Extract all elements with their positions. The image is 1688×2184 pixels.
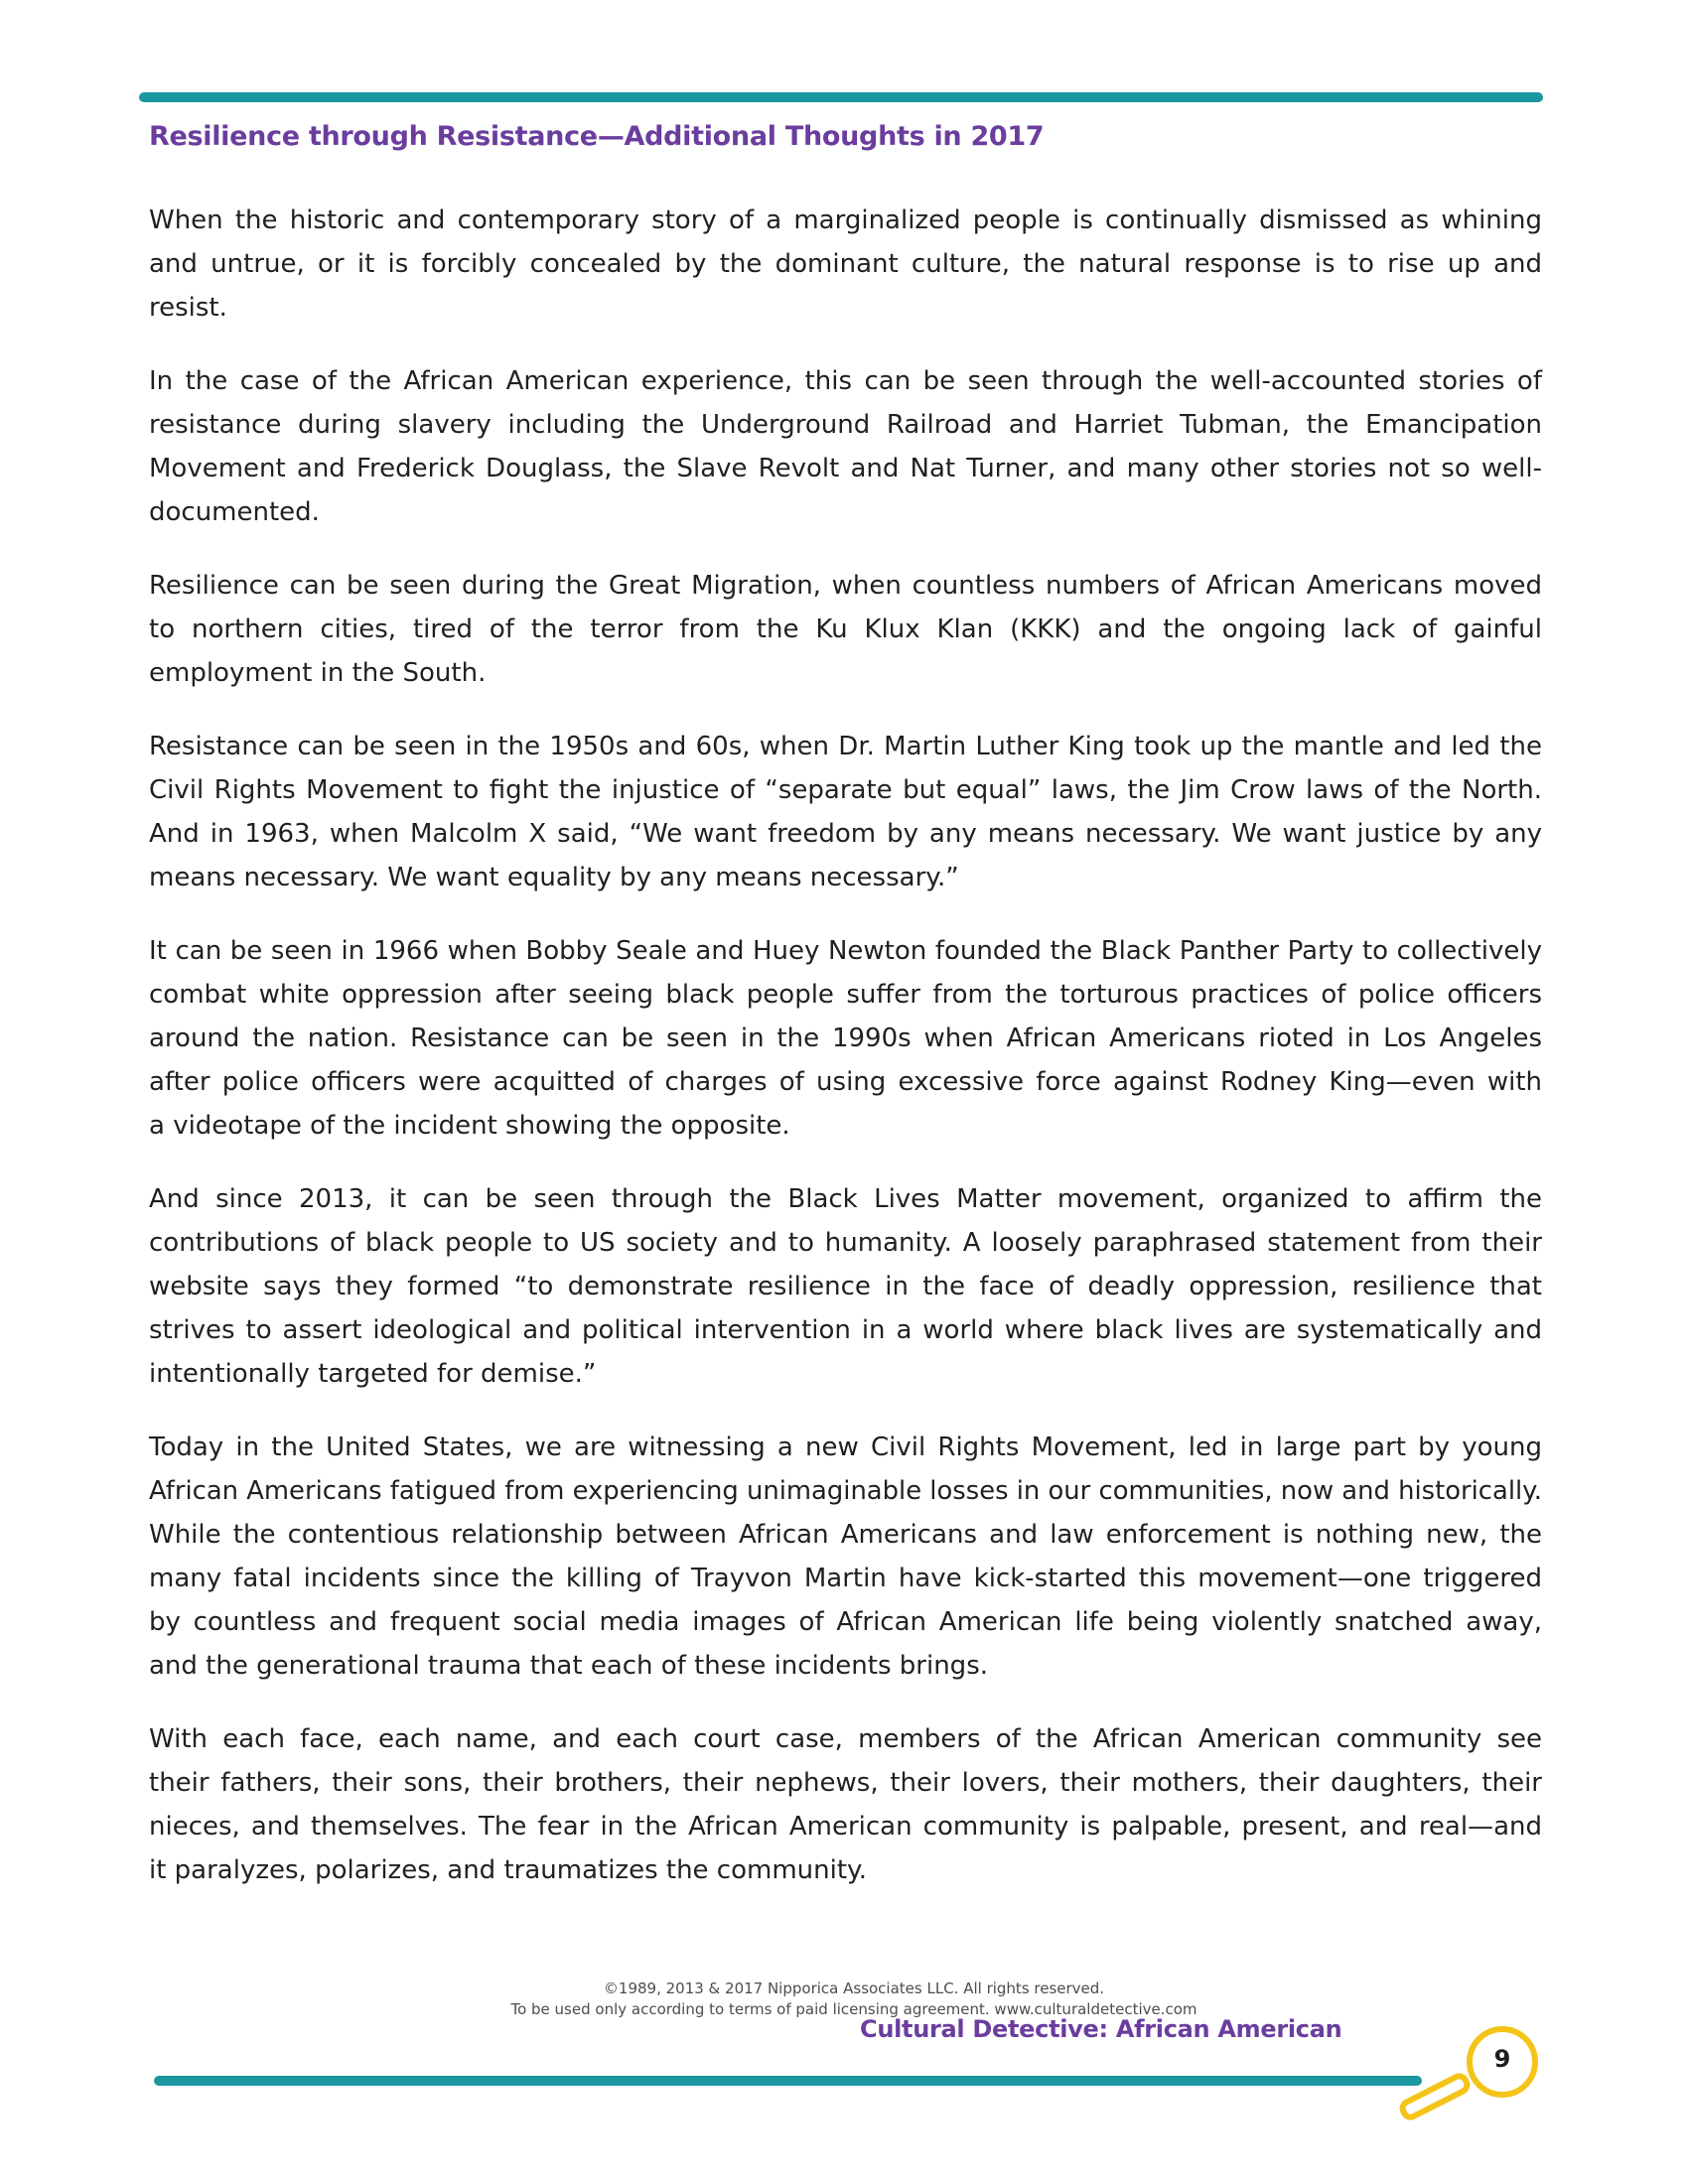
text-line [149, 1513, 1542, 1557]
text-line [149, 359, 1542, 403]
text-line [149, 286, 1542, 330]
text-line [149, 1761, 1542, 1805]
text-line [149, 1848, 1542, 1892]
paragraph [149, 1717, 1542, 1892]
paragraph [149, 1426, 1542, 1688]
paragraph [149, 564, 1542, 695]
text-line-content: And in 1963, when Malcolm X said, “We want freedom by any means necessary. We want justice by any [149, 819, 1542, 849]
body-text [149, 199, 1542, 1922]
text-line-content: strives to assert ideological and political intervention in a world where black lives are systematically and [149, 1315, 1542, 1345]
text-line-content: Today in the United States, we are witnessing a new Civil Rights Movement, led in large part by young [149, 1433, 1542, 1462]
text-line [149, 973, 1542, 1017]
license-line: To be used only according to terms of paid licensing agreement. www.culturaldetective.com [510, 2000, 1197, 2018]
copyright-line: ©1989, 2013 & 2017 Nipporica Associates LLC. All rights reserved. [603, 1979, 1105, 1997]
text-line [149, 812, 1542, 856]
text-line [149, 1221, 1542, 1265]
text-line [149, 1104, 1542, 1148]
magnifier-handle [1400, 2074, 1470, 2119]
text-line [149, 1426, 1542, 1469]
text-line [149, 403, 1542, 447]
text-line-content: after police officers were acquitted of charges of using excessive force against Rodney King—even with [149, 1067, 1542, 1097]
text-line [149, 242, 1542, 286]
copyright-notice [0, 1979, 1688, 2020]
text-line-content: combat white oppression after seeing black people suffer from the torturous practices of police officers [149, 980, 1542, 1010]
text-line [149, 1060, 1542, 1104]
text-line [149, 856, 1542, 899]
text-line-content: a videotape of the incident showing the opposite. [149, 1111, 790, 1141]
text-line [149, 768, 1542, 812]
paragraph [149, 199, 1542, 330]
magnifying-glass-icon [1390, 2015, 1549, 2124]
text-line-content: documented. [149, 497, 320, 527]
text-line [149, 1600, 1542, 1644]
text-line [149, 725, 1542, 768]
text-line-content: While the contentious relationship between African Americans and law enforcement is nothing new, the [149, 1520, 1542, 1550]
text-line-content: nieces, and themselves. The fear in the African American community is palpable, present, and real—and [149, 1812, 1542, 1842]
text-line-content: means necessary. We want equality by any means necessary.” [149, 863, 959, 892]
text-line-content: by countless and frequent social media images of African American life being violently snatched away, [149, 1607, 1542, 1637]
text-line [149, 929, 1542, 973]
text-line-content: website says they formed “to demonstrate resilience in the face of deadly oppression, resilience that [149, 1272, 1542, 1301]
paragraph [149, 725, 1542, 899]
section-heading: Resilience through Resistance—Additional Thoughts in 2017 [149, 121, 1045, 152]
text-line-content: Movement and Frederick Douglass, the Slave Revolt and Nat Turner, and many other stories not so well- [149, 454, 1542, 483]
text-line-content: resistance during slavery including the Underground Railroad and Harriet Tubman, the Emancipation [149, 410, 1542, 440]
text-line-content: African Americans fatigued from experiencing unimaginable losses in our communities, now and historically. [149, 1476, 1542, 1506]
text-line-content: Resilience can be seen during the Great Migration, when countless numbers of African Americans moved [149, 571, 1542, 601]
text-line-content: With each face, each name, and each court case, members of the African American community see [149, 1724, 1542, 1754]
text-line [149, 608, 1542, 651]
text-line [149, 199, 1542, 242]
text-line [149, 1265, 1542, 1308]
paragraph [149, 1177, 1542, 1396]
paragraph [149, 359, 1542, 534]
top-divider-bar [139, 92, 1543, 102]
text-line [149, 1717, 1542, 1761]
text-line-content: and the generational trauma that each of these incidents brings. [149, 1651, 988, 1681]
text-line-content: It can be seen in 1966 when Bobby Seale and Huey Newton founded the Black Panther Party to collectively [149, 936, 1542, 966]
paragraph [149, 929, 1542, 1148]
text-line-content: contributions of black people to US society and to humanity. A loosely paraphrased statement from their [149, 1228, 1542, 1258]
text-line [149, 490, 1542, 534]
text-line [149, 1352, 1542, 1396]
text-line-content: around the nation. Resistance can be seen in the 1990s when African Americans rioted in Los Angeles [149, 1024, 1542, 1053]
text-line-content: it paralyzes, polarizes, and traumatizes the community. [149, 1855, 867, 1885]
text-line-content: resist. [149, 293, 227, 323]
text-line-content: their fathers, their sons, their brothers, their nephews, their lovers, their mothers, their daughters, their [149, 1768, 1542, 1798]
text-line-content: many fatal incidents since the killing of Trayvon Martin have kick-started this movement—one triggered [149, 1564, 1542, 1593]
text-line-content: employment in the South. [149, 658, 487, 688]
text-line [149, 651, 1542, 695]
text-line-content: When the historic and contemporary story of a marginalized people is continually dismissed as whining [149, 205, 1542, 235]
text-line [149, 1469, 1542, 1513]
text-line-content: Civil Rights Movement to fight the injustice of “separate but equal” laws, the Jim Crow laws of the North. [149, 775, 1542, 805]
text-line-content: and untrue, or it is forcibly concealed by the dominant culture, the natural response is to rise up and [149, 249, 1542, 279]
text-line [149, 447, 1542, 490]
publication-brand: Cultural Detective: African American [860, 2015, 1342, 2043]
text-line [149, 1557, 1542, 1600]
text-line [149, 1644, 1542, 1688]
text-line-content: And since 2013, it can be seen through the Black Lives Matter movement, organized to affirm the [149, 1184, 1542, 1214]
bottom-divider-bar [154, 2076, 1422, 2086]
text-line [149, 1017, 1542, 1060]
text-line [149, 1308, 1542, 1352]
text-line [149, 564, 1542, 608]
text-line-content: Resistance can be seen in the 1950s and 60s, when Dr. Martin Luther King took up the mantle and led the [149, 732, 1542, 761]
text-line-content: to northern cities, tired of the terror from the Ku Klux Klan (KKK) and the ongoing lack of gainful [149, 614, 1542, 644]
text-line-content: In the case of the African American experience, this can be seen through the well-accounted stories of [149, 366, 1542, 396]
text-line [149, 1805, 1542, 1848]
text-line-content: intentionally targeted for demise.” [149, 1359, 597, 1389]
page-number: 9 [1493, 2045, 1511, 2073]
text-line [149, 1177, 1542, 1221]
